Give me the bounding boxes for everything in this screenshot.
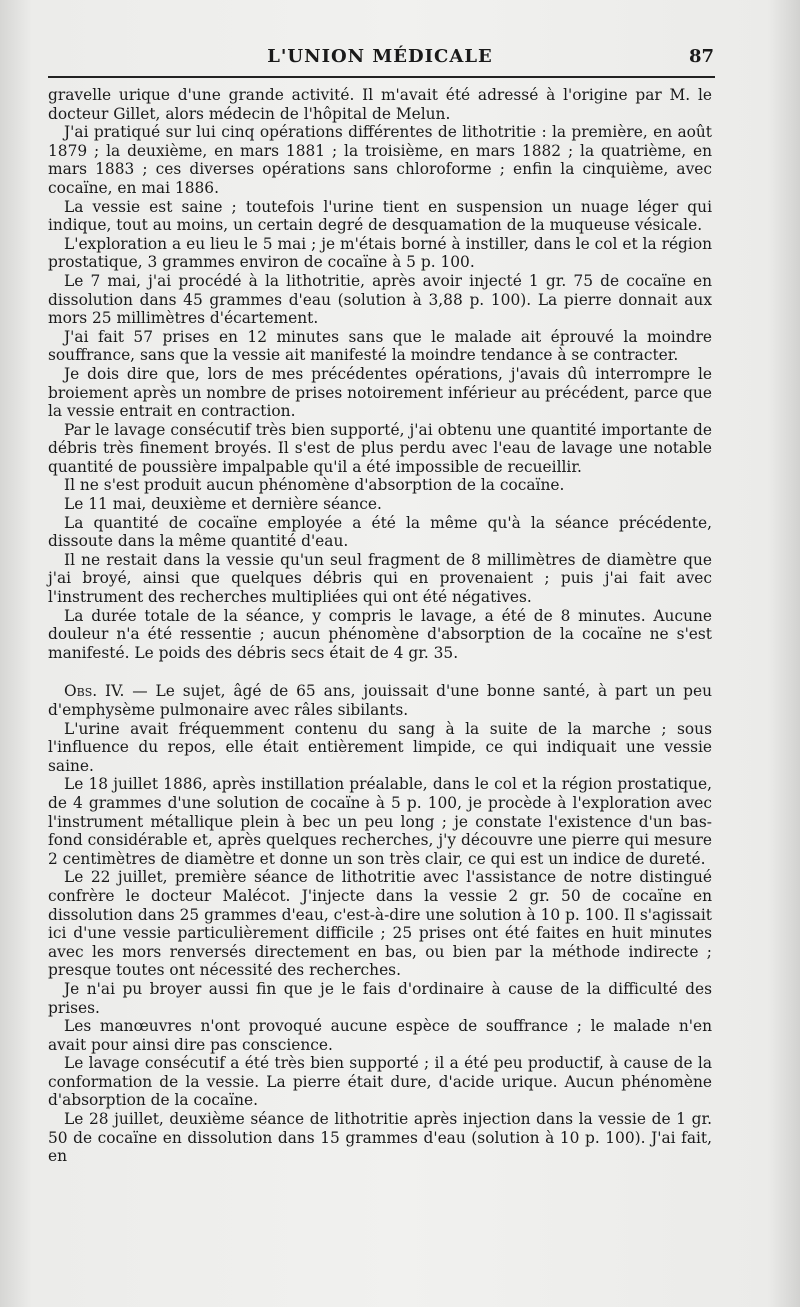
- paragraph: J'ai pratiqué sur lui cinq opérations différentes de lithotritie : la première, en août 1879 ; la deuxième, en mars 1881 ; la troisième, en mars 1882 ; la quatrième, en mars 1883 ; ces diverses opérations sans chloroforme ; enfin la cinquième, avec cocaïne, en mai 1886.: [48, 123, 712, 197]
- header-rule: [48, 76, 715, 78]
- paragraph: La durée totale de la séance, y compris le lavage, a été de 8 minutes. Aucune douleur n'a été ressentie ; aucun phénomène d'absorption de la cocaïne ne s'est manifesté. Le poids des débris secs était de 4 gr. 35.: [48, 606, 712, 662]
- section-gap: [48, 662, 712, 682]
- paragraph: L'urine avait fréquemment contenu du sang à la suite de la marche ; sous l'influence du repos, elle était entièrement limpide, ce qui indiquait une vessie saine.: [48, 719, 712, 775]
- paragraph: gravelle urique d'une grande activité. Il m'avait été adressé à l'origine par M. le docteur Gillet, alors médecin de l'hôpital de Melun.: [48, 86, 712, 123]
- paragraph: Le 22 juillet, première séance de lithotritie avec l'assistance de notre distingué confrère le docteur Malécot. J'injecte dans la vessie 2 gr. 50 de cocaïne en dissolution dans 25 grammes d'eau, c'est-à-dire une solution à 10 p. 100. Il s'agissait ici d'une vessie particulièrement difficile ; 25 prises ont été faites en huit minutes avec les mors renversés directement en bas, ou bien par la méthode indirecte ; presque toutes ont nécessité des recherches.: [48, 868, 712, 980]
- paragraph: Il ne restait dans la vessie qu'un seul fragment de 8 millimètres de diamètre que j'ai broyé, ainsi que quelques débris qui en provenaient ; puis j'ai fait avec l'instrument des recherches multipliées qui ont été négatives.: [48, 550, 712, 607]
- paragraph: Le 11 mai, deuxième et dernière séance.: [64, 495, 382, 514]
- running-title: L'UNION MÉDICALE: [267, 46, 493, 67]
- paragraph: J'ai fait 57 prises en 12 minutes sans que le malade ait éprouvé la moindre souffrance, sans que la vessie ait manifesté la moindre tendance à se contracter.: [48, 327, 712, 365]
- paragraph: Je n'ai pu broyer aussi fin que je le fais d'ordinaire à cause de la difficulté des prises.: [48, 979, 712, 1017]
- paragraph: Les manœuvres n'ont provoqué aucune espèce de souffrance ; le malade n'en avait pour ainsi dire pas conscience.: [48, 1017, 712, 1054]
- paragraph: Le 7 mai, j'ai procédé à la lithotritie, après avoir injecté 1 gr. 75 de cocaïne en dissolution dans 45 grammes d'eau (solution à 3,88 p. 100). La pierre donnait aux mors 25 millimètres d'écartement.: [48, 271, 712, 328]
- case-continuation: [48, 86, 712, 662]
- paragraph: La quantité de cocaïne employée a été la même qu'à la séance précédente, dissoute dans la même quantité d'eau.: [48, 513, 712, 551]
- paragraph: Je dois dire que, lors de mes précédentes opérations, j'avais dû interrompre le broiement après un nombre de prises notoirement inférieur au précédent, parce que la vessie entrait en contraction.: [48, 364, 712, 421]
- paragraph: Il ne s'est produit aucun phénomène d'absorption de la cocaïne.: [64, 476, 565, 495]
- body-text: [48, 86, 712, 1166]
- paragraph: Le 18 juillet 1886, après instillation préalable, dans le col et la région prostatique, de 4 grammes d'une solution de cocaïne à 5 p. 100, je procède à l'exploration avec l'instrument métallique plein à bec un peu long ; je constate l'existence d'un bas-fond considérable et, après quelques recherches, j'y découvre une pierre qui mesure 2 centimètres de diamètre et donne un son très clair, ce qui est un indice de dureté.: [48, 775, 712, 868]
- paragraph: La vessie est saine ; toutefois l'urine tient en suspension un nuage léger qui indique, tout au moins, un certain degré de desquamation de la muqueuse vésicale.: [48, 197, 712, 235]
- observation-intro-text: — Le sujet, âgé de 65 ans, jouissait d'une bonne santé, à part un peu d'emphysème pulmonaire avec râles sibilants.: [48, 682, 712, 719]
- paragraph: L'exploration a eu lieu le 5 mai ; je m'étais borné à instiller, dans le col et la région prostatique, 3 grammes environ de cocaïne à 5 p. 100.: [48, 234, 712, 272]
- paragraph: Par le lavage consécutif très bien supporté, j'ai obtenu une quantité importante de débris très finement broyés. Il s'est de plus perdu avec l'eau de lavage une notable quantité de poussière impalpable qu'il a été impossible de recueillir.: [48, 420, 712, 476]
- paragraph: Le 28 juillet, deuxième séance de lithotritie après injection dans la vessie de 1 gr. 50 de cocaïne en dissolution dans 15 grammes d'eau (solution à 10 p. 100). J'ai fait, en: [48, 1110, 712, 1166]
- page-number: 87: [688, 46, 714, 67]
- paragraph: Le lavage consécutif a été très bien supporté ; il a été peu productif, à cause de la conformation de la vessie. La pierre était dure, d'acide urique. Aucun phénomène d'absorption de la cocaïne.: [48, 1054, 712, 1110]
- observation-heading-paragraph: [48, 682, 712, 719]
- observation-iv: [48, 720, 712, 1166]
- observation-label: Obs. IV.: [64, 682, 125, 701]
- page-header: [48, 40, 712, 80]
